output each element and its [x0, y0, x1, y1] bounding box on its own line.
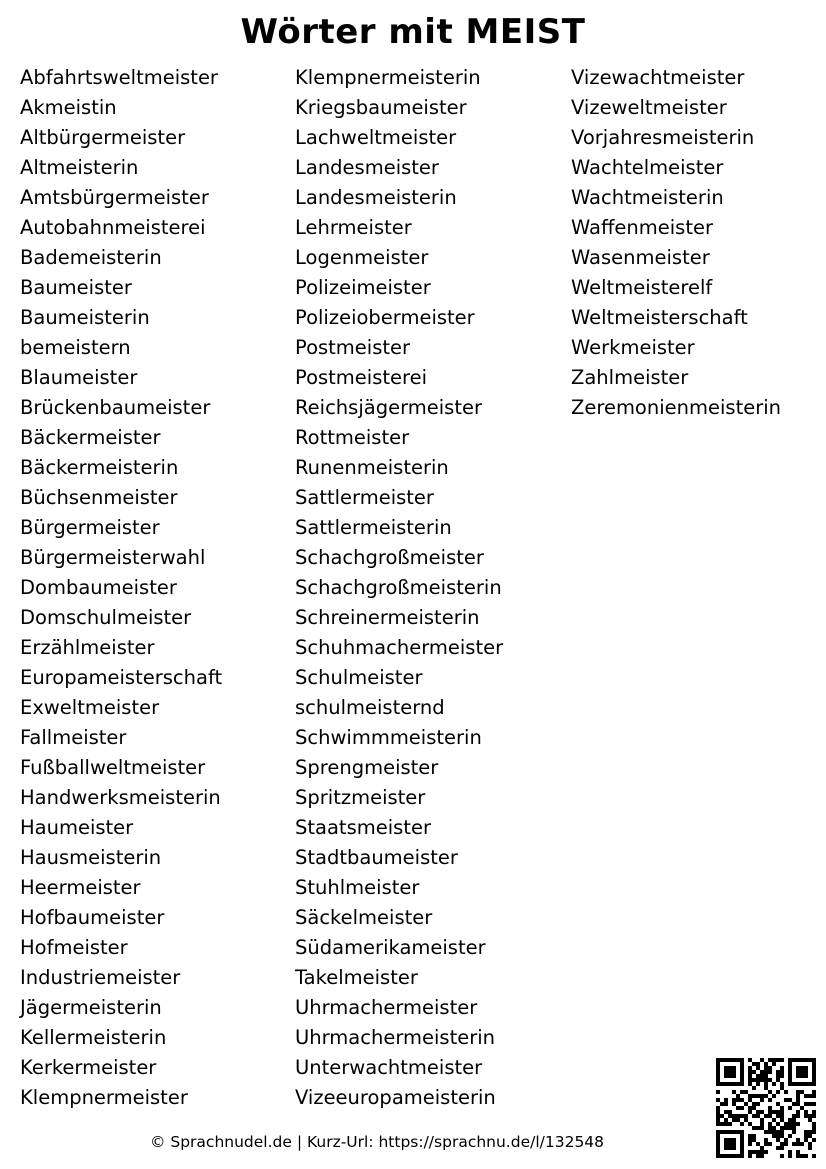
word-item: Exweltmeister	[20, 696, 160, 719]
word-item: Reichsjägermeister	[295, 396, 482, 419]
word-item: bemeistern	[20, 336, 131, 359]
word-item: Kellermeisterin	[20, 1026, 167, 1049]
word-item: Klempnermeister	[20, 1086, 188, 1109]
word-item: Brückenbaumeister	[20, 396, 211, 419]
word-item: Vizewachtmeister	[571, 66, 745, 89]
page-title: Wörter mit MEIST	[240, 12, 586, 52]
word-column-3	[571, 63, 781, 423]
word-item: Hofmeister	[20, 936, 128, 959]
word-column-2	[295, 63, 503, 1113]
word-item: Weltmeisterschaft	[571, 306, 748, 329]
word-item: Südamerikameister	[295, 936, 486, 959]
word-item: Unterwachtmeister	[295, 1056, 483, 1079]
word-item: Baumeisterin	[20, 306, 150, 329]
word-item: Haumeister	[20, 816, 134, 839]
word-item: Takelmeister	[295, 966, 418, 989]
footer-credit: © Sprachnudel.de | Kurz-Url: https://sprachnu.de/l/132548	[149, 1133, 605, 1151]
word-item: Landesmeister	[295, 156, 439, 179]
word-item: Schulmeister	[295, 666, 423, 689]
word-item: Heermeister	[20, 876, 141, 899]
word-item: Postmeister	[295, 336, 411, 359]
word-item: Wachtelmeister	[571, 156, 724, 179]
word-item: Stadtbaumeister	[295, 846, 458, 869]
word-item: Fußballweltmeister	[20, 756, 206, 779]
word-column-1	[20, 63, 222, 1113]
word-item: Industriemeister	[20, 966, 181, 989]
word-item: Vorjahresmeisterin	[571, 126, 755, 149]
word-item: Bäckermeister	[20, 426, 161, 449]
word-item: Uhrmachermeister	[295, 996, 478, 1019]
word-item: Stuhlmeister	[295, 876, 420, 899]
word-item: Zeremonienmeisterin	[571, 396, 782, 419]
word-item: Runenmeisterin	[295, 456, 449, 479]
word-item: Altmeisterin	[20, 156, 139, 179]
word-item: Baumeister	[20, 276, 132, 299]
word-item: Schwimmmeisterin	[295, 726, 482, 749]
word-item: Akmeistin	[20, 96, 117, 119]
word-item: Bürgermeisterwahl	[20, 546, 206, 569]
qr-code-icon	[716, 1058, 816, 1158]
word-item: Bademeisterin	[20, 246, 162, 269]
word-item: Abfahrtsweltmeister	[20, 66, 218, 89]
word-item: Europameisterschaft	[20, 666, 223, 689]
word-item: Werkmeister	[571, 336, 695, 359]
word-item: Wasenmeister	[571, 246, 710, 269]
word-item: Vizeweltmeister	[571, 96, 727, 119]
word-item: Logenmeister	[295, 246, 429, 269]
word-item: schulmeisternd	[295, 696, 445, 719]
word-item: Landesmeisterin	[295, 186, 457, 209]
word-item: Schachgroßmeister	[295, 546, 484, 569]
word-item: Autobahnmeisterei	[20, 216, 206, 239]
word-item: Erzählmeister	[20, 636, 155, 659]
word-item: Kriegsbaumeister	[295, 96, 467, 119]
word-item: Fallmeister	[20, 726, 127, 749]
word-item: Waffenmeister	[571, 216, 714, 239]
word-item: Jägermeisterin	[20, 996, 162, 1019]
word-item: Wachtmeisterin	[571, 186, 724, 209]
word-item: Schreinermeisterin	[295, 606, 480, 629]
word-item: Spritzmeister	[295, 786, 426, 809]
word-item: Blaumeister	[20, 366, 138, 389]
word-item: Weltmeisterelf	[571, 276, 713, 299]
word-item: Staatsmeister	[295, 816, 431, 839]
word-item: Sattlermeisterin	[295, 516, 452, 539]
word-item: Lehrmeister	[295, 216, 412, 239]
word-item: Domschulmeister	[20, 606, 192, 629]
word-item: Büchsenmeister	[20, 486, 178, 509]
word-item: Polizeimeister	[295, 276, 431, 299]
word-item: Postmeisterei	[295, 366, 428, 389]
word-item: Vizeeuropameisterin	[295, 1086, 496, 1109]
word-item: Hofbaumeister	[20, 906, 165, 929]
word-item: Dombaumeister	[20, 576, 177, 599]
word-item: Bürgermeister	[20, 516, 160, 539]
word-item: Hausmeisterin	[20, 846, 162, 869]
word-item: Klempnermeisterin	[295, 66, 481, 89]
word-item: Polizeiobermeister	[295, 306, 475, 329]
word-item: Zahlmeister	[571, 366, 689, 389]
word-item: Amtsbürgermeister	[20, 186, 209, 209]
word-item: Bäckermeisterin	[20, 456, 179, 479]
word-item: Schuhmachermeister	[295, 636, 504, 659]
word-item: Sattlermeister	[295, 486, 434, 509]
word-item: Rottmeister	[295, 426, 410, 449]
word-item: Altbürgermeister	[20, 126, 186, 149]
word-item: Uhrmachermeisterin	[295, 1026, 496, 1049]
word-item: Schachgroßmeisterin	[295, 576, 502, 599]
word-item: Kerkermeister	[20, 1056, 157, 1079]
word-item: Lachweltmeister	[295, 126, 457, 149]
word-item: Säckelmeister	[295, 906, 433, 929]
word-item: Sprengmeister	[295, 756, 439, 779]
word-item: Handwerksmeisterin	[20, 786, 221, 809]
